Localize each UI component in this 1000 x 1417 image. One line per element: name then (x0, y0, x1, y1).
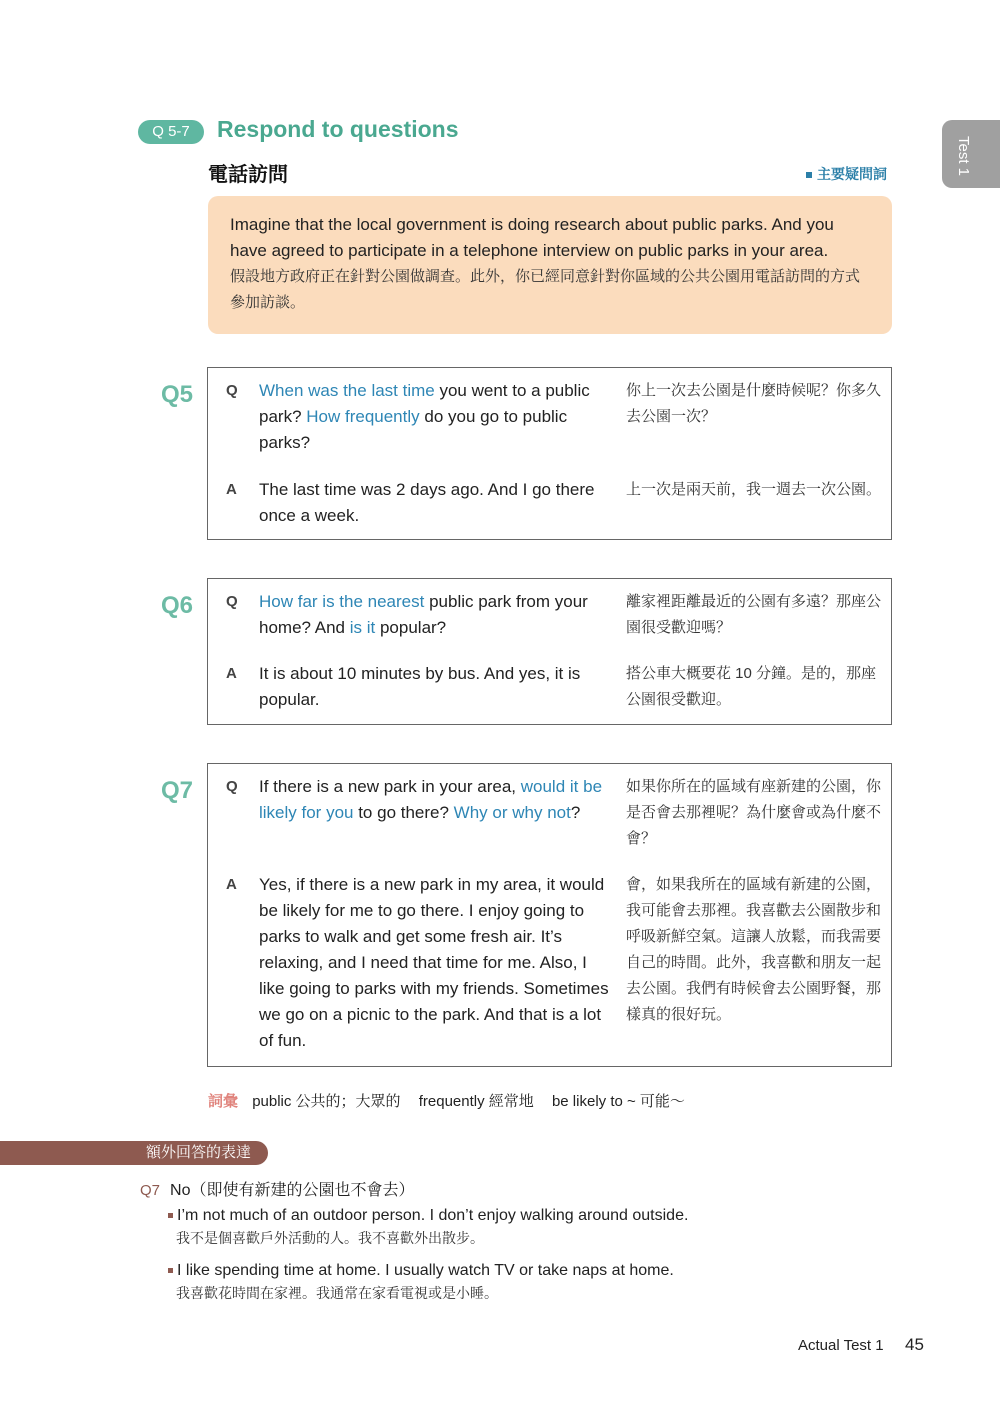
question-text: you went to a public park? (259, 381, 590, 426)
answer-english: Yes, if there is a new park in my area, it would be likely for me to go there. I enjoy going to parks to walk and get some fresh air. It’s relaxing, and I need that time for me. Also, I like going to parks with my friends. Sometimes we go on a picnic to the park. And that is a lot of fun. (259, 875, 609, 1050)
extra-item-chinese: 我喜歡花時間在家裡。我通常在家看電視或是小睡。 (176, 1285, 498, 1301)
q-label: Q (226, 382, 238, 399)
side-tab-label: Test 1 (955, 136, 972, 177)
square-bullet-icon (168, 1268, 173, 1273)
intro-english: Imagine that the local government is doing research about public parks. And you have agreed to participate in a telephone interview on public parks in your area. (230, 215, 834, 260)
question-chinese: 你上一次去公園是什麼時候呢？你多久去公園一次？ (626, 382, 882, 425)
keyword-legend-label: 主要疑問詞 (817, 166, 887, 182)
question-text: do you go to public parks? (259, 407, 568, 452)
question-keyword: When was the last time (259, 381, 435, 400)
vocab-item: public 公共的；大眾的 (252, 1093, 401, 1110)
extra-item-chinese: 我不是個喜歡戶外活動的人。我不喜歡外出散步。 (176, 1230, 484, 1246)
extra-item-english: I’m not much of an outdoor person. I don’t enjoy walking around outside. (177, 1207, 689, 1224)
answer-chinese: 會，如果我所在的區域有新建的公園，我可能會去那裡。我喜歡去公園散步和呼吸新鮮空氣。這讓人放鬆，而我需要自己的時間。此外，我喜歡和朋友一起去公園。我們有時候會去公園野餐，那樣真的很好玩。 (626, 876, 882, 1023)
question-box-q7 (207, 763, 892, 1067)
q-label: Q (226, 593, 238, 610)
question-keyword: Why or why not (453, 803, 571, 822)
answer-chinese: 上一次是兩天前，我一週去一次公園。 (626, 481, 882, 498)
section-badge: Q 5-7 (138, 120, 204, 144)
a-label: A (226, 481, 237, 498)
vocabulary-label: 詞彙 (208, 1093, 239, 1110)
keyword-legend (806, 164, 887, 184)
answer-english: It is about 10 minutes by bus. And yes, it is popular. (259, 664, 581, 709)
vocab-item: be likely to ~ 可能～ (551, 1093, 685, 1110)
square-bullet-icon (806, 172, 812, 178)
intro-box (208, 196, 892, 334)
side-tab (942, 120, 1000, 188)
extra-item (168, 1259, 674, 1305)
question-chinese: 離家裡距離最近的公園有多遠？那座公園很受歡迎嗎？ (626, 593, 882, 636)
question-box-q5 (207, 367, 892, 540)
vocab-item: frequently 經常地 (418, 1093, 534, 1110)
question-text: If there is a new park in your area, (259, 777, 521, 796)
question-keyword: How frequently (306, 407, 420, 426)
extra-item-english: I like spending time at home. I usually watch TV or take naps at home. (177, 1262, 674, 1279)
intro-chinese: 假設地方政府正在針對公園做調查。此外，你已經同意針對你區域的公共公園用電話訪問的方式參加訪談。 (230, 268, 861, 311)
extra-heading-text: No（即使有新建的公園也不會去） (170, 1182, 415, 1199)
extra-item (168, 1204, 688, 1250)
page-subtitle: 電話訪問 (208, 164, 288, 186)
answer-english: The last time was 2 days ago. And I go there once a week. (259, 480, 595, 525)
question-text: ? (570, 803, 581, 822)
question-text: to go there? (353, 803, 454, 822)
question-keyword: How far is the nearest (259, 592, 425, 611)
question-number: Q7 (161, 777, 194, 804)
question-box-q6 (207, 578, 892, 725)
square-bullet-icon (168, 1213, 173, 1218)
question-text: public park from your home? And (259, 592, 588, 637)
question-chinese: 如果你所在的區域有座新建的公園，你是否會去那裡呢？為什麼會或為什麼不會？ (626, 778, 882, 847)
page-number: 45 (905, 1335, 924, 1354)
q-label: Q (226, 778, 238, 795)
footer-label: Actual Test 1 (798, 1337, 884, 1354)
a-label: A (226, 876, 237, 893)
question-number: Q5 (161, 381, 194, 408)
question-english (259, 378, 614, 456)
question-text: popular? (375, 618, 447, 637)
extra-heading (140, 1177, 414, 1200)
question-english (259, 774, 614, 826)
extra-answers-title: 額外回答的表達 (146, 1144, 252, 1161)
answer-chinese: 搭公車大概要花 10 分鐘。是的，那座公園很受歡迎。 (626, 665, 877, 708)
section-title: Respond to questions (217, 116, 459, 142)
question-keyword: is it (349, 618, 376, 637)
extra-answers-bar (0, 1141, 268, 1165)
vocabulary-line (208, 1090, 685, 1111)
question-english (259, 589, 614, 641)
question-number: Q6 (161, 592, 194, 619)
a-label: A (226, 665, 237, 682)
question-keyword: would it be likely for you (259, 777, 603, 822)
extra-question-number: Q7 (140, 1182, 161, 1199)
